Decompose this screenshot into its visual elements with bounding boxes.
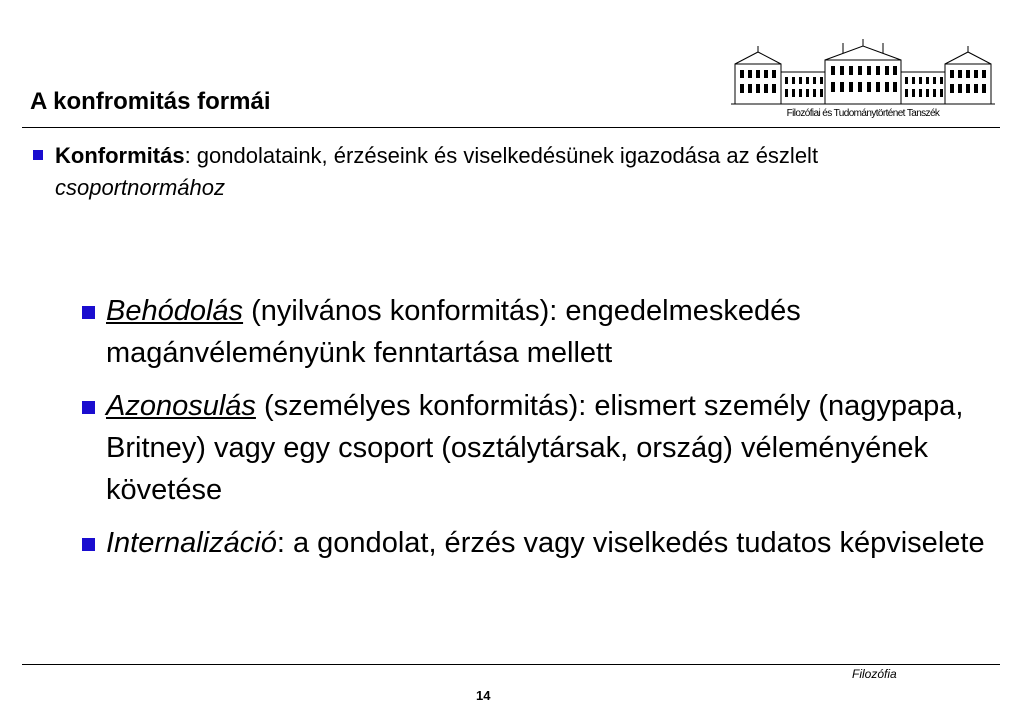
footer-label: Filozófia xyxy=(852,667,897,681)
square-bullet-icon xyxy=(82,538,95,551)
square-bullet-icon xyxy=(33,150,43,160)
definition-term: Konformitás xyxy=(55,143,185,168)
building-drawing-icon xyxy=(729,38,997,110)
slide-title: A konfromitás formái xyxy=(30,88,271,115)
square-bullet-icon xyxy=(82,306,95,319)
conformity-types-list xyxy=(82,290,1002,575)
list-item xyxy=(82,385,1002,511)
logo-caption: Filozófiai és Tudománytörténet Tanszék xyxy=(786,108,940,119)
type-term: Behódolás xyxy=(106,295,244,327)
footer-divider xyxy=(22,664,1000,665)
list-item xyxy=(82,522,1002,564)
type-description: : a gondolat, érzés vagy viselkedés tudatos képviselete xyxy=(276,527,985,559)
type-description: (nyilvános konformitás): engedelmeskedés magánvéleményünk fenntartása mellett xyxy=(106,295,801,369)
list-item xyxy=(82,290,1002,374)
title-divider xyxy=(22,127,1000,128)
type-term: Internalizáció xyxy=(106,527,277,559)
type-description: (személyes konformitás): elismert személy (nagypapa, Britney) vagy egy csoport (osztálytársak, ország) véleményének követése xyxy=(106,390,964,506)
definition-text: : gondolataink, érzéseink és viselkedésünek igazodása az észlelt xyxy=(184,143,819,168)
type-term: Azonosulás xyxy=(106,390,256,422)
university-building-logo xyxy=(729,38,997,128)
definition-paragraph xyxy=(55,140,875,204)
definition-emphasis: csoportnormához xyxy=(55,175,225,200)
square-bullet-icon xyxy=(82,401,95,414)
page-number: 14 xyxy=(476,688,491,703)
